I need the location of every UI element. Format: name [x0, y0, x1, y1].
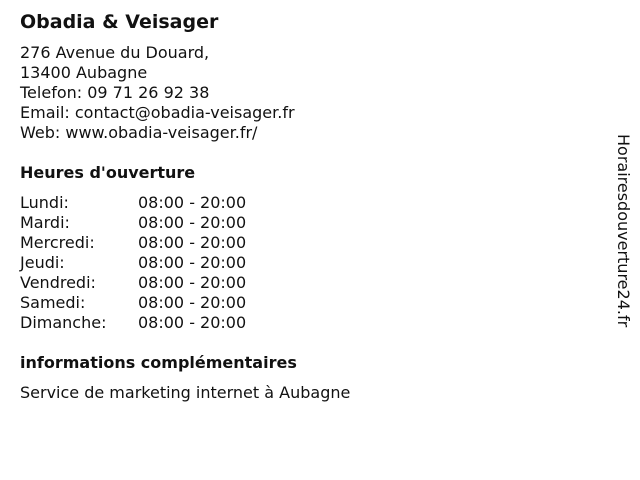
- web-line: Web: www.obadia-veisager.fr/: [20, 123, 258, 142]
- day-label: Mardi:: [20, 213, 70, 232]
- extra-info-text: Service de marketing internet à Aubagne: [20, 383, 351, 402]
- side-brand-watermark: Horairesdouverture24.fr: [614, 134, 633, 328]
- hours-title: Heures d'ouverture: [20, 163, 196, 182]
- hours-row: [20, 273, 600, 293]
- time-range: 08:00 - 20:00: [138, 193, 247, 212]
- hours-row: [20, 233, 600, 253]
- day-label: Mercredi:: [20, 233, 95, 252]
- day-label: Samedi:: [20, 293, 86, 312]
- hours-row: [20, 253, 600, 273]
- time-range: 08:00 - 20:00: [138, 253, 247, 272]
- email-line: Email: contact@obadia-veisager.fr: [20, 103, 295, 122]
- time-range: 08:00 - 20:00: [138, 233, 247, 252]
- address-line-1: 276 Avenue du Douard,: [20, 43, 210, 62]
- time-range: 08:00 - 20:00: [138, 293, 247, 312]
- time-range: 08:00 - 20:00: [138, 213, 247, 232]
- hours-row: [20, 293, 600, 313]
- business-card: [20, 10, 600, 403]
- business-name: Obadia & Veisager: [20, 11, 219, 33]
- day-label: Dimanche:: [20, 313, 107, 332]
- contact-block: [20, 43, 600, 143]
- day-label: Vendredi:: [20, 273, 96, 292]
- hours-table: [20, 193, 600, 333]
- day-label: Jeudi:: [20, 253, 65, 272]
- address-line-2: 13400 Aubagne: [20, 63, 148, 82]
- hours-row: [20, 213, 600, 233]
- extra-info-title: informations complémentaires: [20, 353, 297, 372]
- time-range: 08:00 - 20:00: [138, 313, 247, 332]
- time-range: 08:00 - 20:00: [138, 273, 247, 292]
- day-label: Lundi:: [20, 193, 69, 212]
- hours-row: [20, 193, 600, 213]
- phone-line: Telefon: 09 71 26 92 38: [20, 83, 210, 102]
- hours-row: [20, 313, 600, 333]
